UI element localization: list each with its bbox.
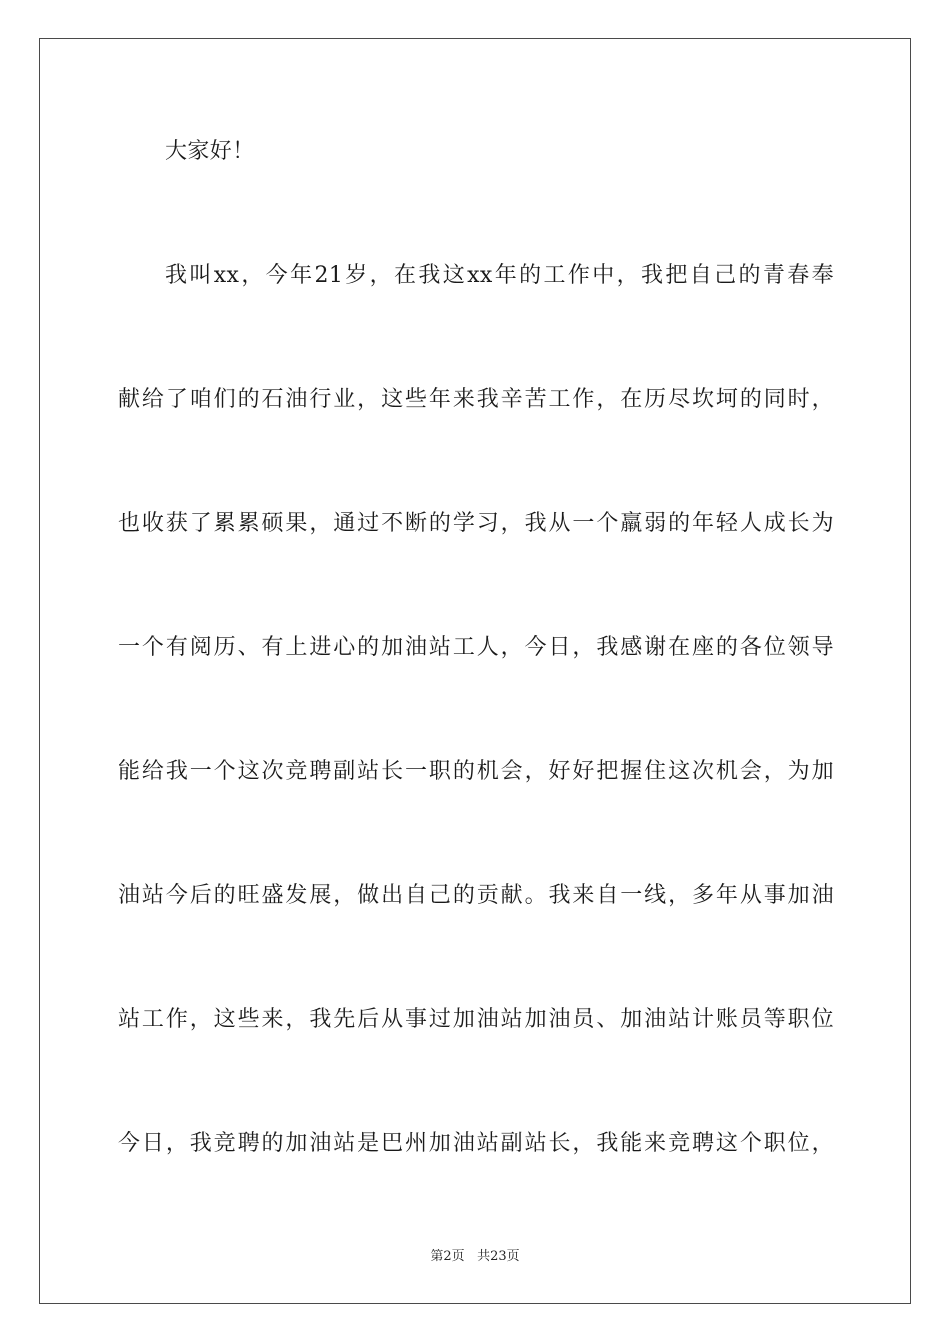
page-number: 第2页 bbox=[430, 1249, 465, 1264]
greeting-line: 大家好！ bbox=[165, 139, 255, 164]
page-footer bbox=[0, 1248, 950, 1266]
paragraph-line-2: 献给了咱们的石油行业，这些年来我辛苦工作，在历尽坎坷的同时， bbox=[118, 387, 834, 412]
page-border bbox=[39, 38, 911, 1304]
paragraph-line-5: 能给我一个这次竞聘副站长一职的机会，好好把握住这次机会，为加 bbox=[118, 759, 834, 784]
paragraph-line-6: 油站今后的旺盛发展，做出自己的贡献。我来自一线，多年从事加油 bbox=[118, 883, 834, 908]
paragraph-line-4: 一个有阅历、有上进心的加油站工人，今日，我感谢在座的各位领导 bbox=[118, 635, 834, 660]
total-pages: 共23页 bbox=[477, 1249, 520, 1264]
paragraph-line-7: 站工作，这些来，我先后从事过加油站加油员、加油站计账员等职位 bbox=[118, 1007, 834, 1032]
paragraph-line-3: 也收获了累累硕果，通过不断的学习，我从一个羸弱的年轻人成长为 bbox=[118, 511, 834, 536]
paragraph-line-8: 今日，我竞聘的加油站是巴州加油站副站长，我能来竞聘这个职位， bbox=[118, 1131, 834, 1156]
paragraph-line-1: 我叫xx，今年21岁，在我这xx年的工作中，我把自己的青春奉 bbox=[165, 263, 834, 288]
